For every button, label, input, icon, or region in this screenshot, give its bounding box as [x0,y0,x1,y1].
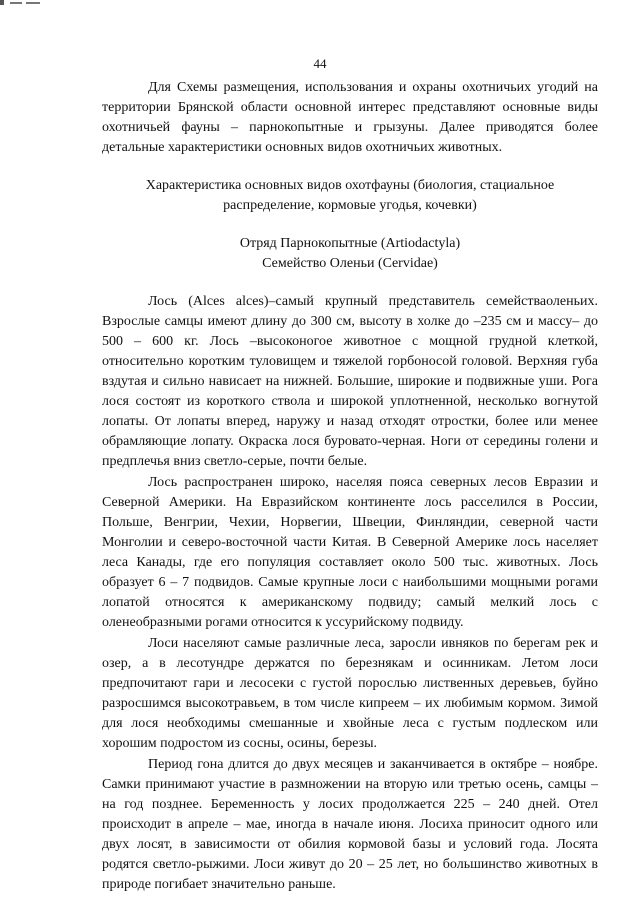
taxonomy-heading [102,234,598,274]
section-title: Характеристика основных видов охотфауны (биология, стациальное распределение, кормовые угодья, кочевки) [145,178,555,213]
paragraph-description: Лось (Alces alces)–самый крупный представитель семействаоленьих. Взрослые самцы имеют длину до 300 см, высоту в холке до –235 см и массу– до 500 – 600 кг. Лось –высоконогое животное с мощной грудной клеткой, относительно коротким туловищем и тяжелой горбоносой головой. Верхняя губа вздутая и сильно нависает на нижней. Большие, широкие и подвижные уши. Рога лося состоят из короткого ствола и широкой уплотненной, несколько вогнутой лопаты. От лопаты вперед, наружу и назад отходят отростки, более или менее обрамляющие лопату. Окраска лося буровато-черная. Ноги от середины голени и предплечья вниз светло-серые, почти белые. [102,294,598,469]
scan-artifact-mark [0,0,42,8]
intro-paragraph: Для Схемы размещения, использования и охраны охотничьих угодий на территории Брянской области основной интерес представляют основные виды охотничьей фауны – парнокопытные и грызуны. Далее приводятся более детальные характеристики основных видов охотничьих животных. [102,80,598,155]
body-text [102,292,598,895]
page-content [102,78,598,896]
paragraph-reproduction: Период гона длится до двух месяцев и заканчивается в октябре – ноябре. Самки принимают участие в размножении на вторую или третью осень, самцы – на год позднее. Беременность у лосих продолжается 225 – 240 дней. Отел происходит в апреле – мае, иногда в начале июня. Лосиха приносит одного или двух лосят, в зависимости от обилия кормовой базы и условий года. Лосята родятся светло-рыжими. Лоси живут до 20 – 25 лет, но большинство животных в природе погибает значительно раньше. [102,757,598,892]
paragraph-distribution: Лось распространен широко, населяя пояса северных лесов Евразии и Северной Америки. На Евразийском континенте лось расселился в России, Польше, Венгрии, Чехии, Норвегии, Швеции, Финляндии, северной части Монголии и северо-восточной части Китая. В Северной Америке лось населяет леса Канады, где его популяция составляет около 500 тыс. животных. Лось образует 6 – 7 подвидов. Самые крупные лоси с наибольшими мощными рогами лопатой относятся к американскому подвиду; самый мелкий лось с оленеобразными рогами относится к уссурийскому подвиду. [102,475,598,630]
family-title: Семейство Оленьи (Cervidae) [262,256,438,271]
page-number: 44 [313,56,327,71]
paragraph-habitat: Лоси населяют самые различные леса, заросли ивняков по берегам рек и озер, а в лесотундре держатся по березнякам и осинникам. Летом лоси предпочитают гари и лесосеки с густой порослью лиственных деревьев, буйно разросшимся высокотравьем, в том числе кипреем – их любимым кормом. Зимой для лося необходимы смешанные и хвойные леса с густым подлеском или хорошим подростом из сосны, осины, березы. [102,636,598,751]
order-title: Отряд Парнокопытные (Artiodactyla) [239,236,461,251]
